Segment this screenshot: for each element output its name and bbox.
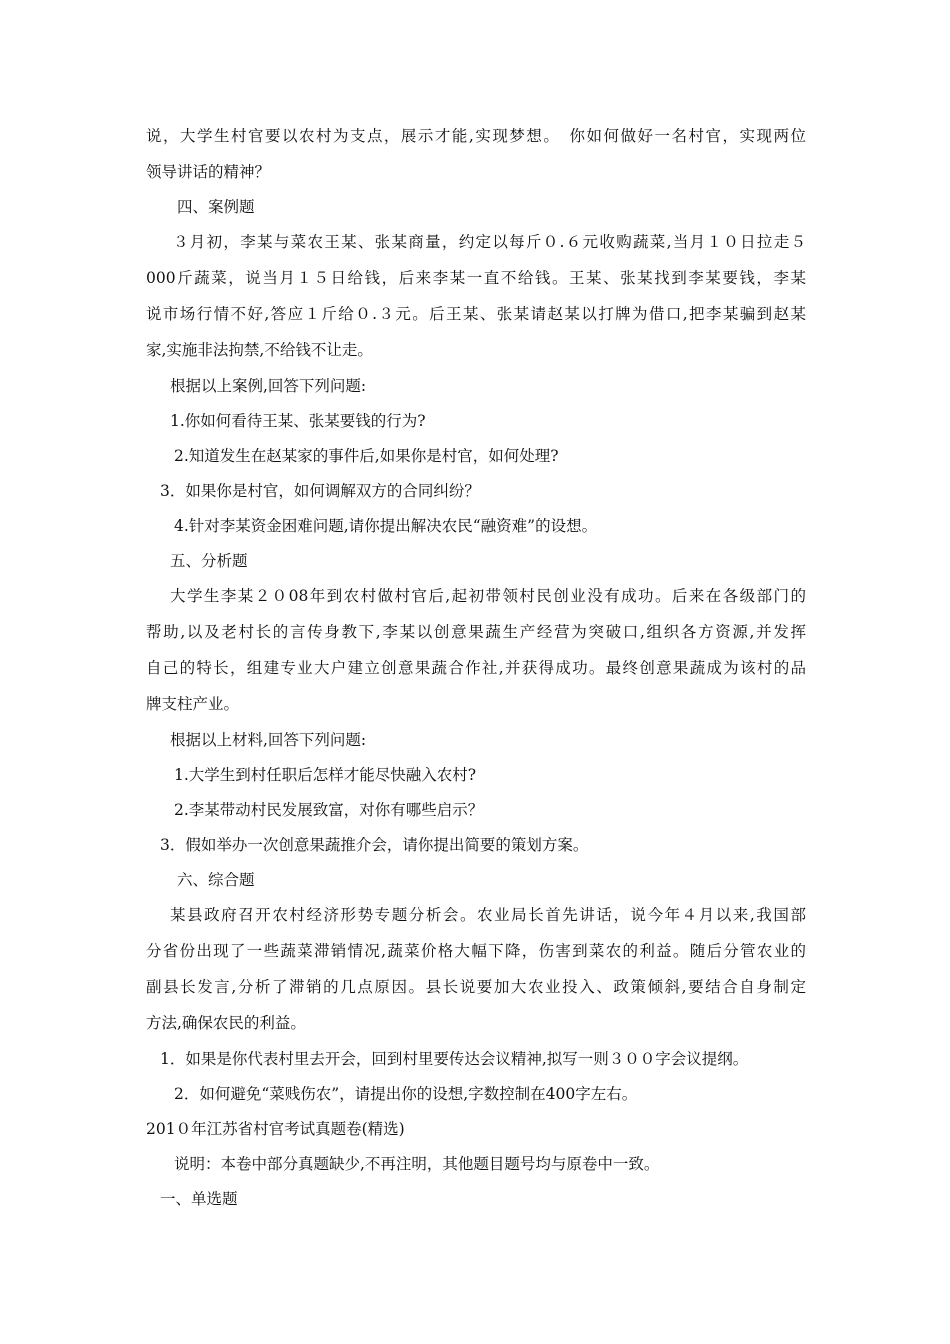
text-line: 根据以上案例,回答下列问题:	[170, 377, 367, 395]
text-line: 家,实施非法拘禁,不给钱不让走。	[146, 341, 373, 359]
text-line: 副县长发言,分析了滞销的几点原因。县长说要加大农业投入、政策倾斜,要结合自身制定	[146, 978, 806, 996]
section-heading: 四、案例题	[177, 198, 255, 216]
text-line: 大学生李某２０08年到农村做村官后,起初带领村民创业没有成功。后来在各级部门的	[170, 587, 806, 605]
question-item: 1.大学生到村任职后怎样才能尽快融入农村?	[174, 766, 477, 784]
section-heading: 一、单选题	[160, 1190, 238, 1208]
question-item: 2.李某带动村民发展致富，对你有哪些启示？	[174, 801, 484, 819]
text-line: 根据以上材料,回答下列问题:	[170, 731, 367, 749]
section-heading: 六、综合题	[177, 871, 255, 889]
text-line: ３月初，李某与菜农王某、张某商量，约定以每斤０.６元收购蔬菜,当月１０日拉走５	[173, 233, 806, 251]
question-item: 4.针对李某资金困难问题,请你提出解决农民“融资难”的设想。	[174, 517, 598, 535]
text-line: 000斤蔬菜，说当月１５日给钱，后来李某一直不给钱。王某、张某找到李某要钱，李某	[146, 269, 806, 287]
exam-title: 201０年江苏省村官考试真题卷(精选)	[146, 1120, 405, 1138]
question-item: 2.知道发生在赵某家的事件后,如果你是村官，如何处理?	[174, 447, 559, 465]
text-line: 分省份出现了一些蔬菜滞销情况,蔬菜价格大幅下降，伤害到菜农的利益。随后分管农业的	[146, 942, 806, 960]
question-item: 1.你如何看待王某、张某要钱的行为?	[170, 412, 426, 430]
text-line: 说，大学生村官要以农村为支点，展示才能,实现梦想。 你如何做好一名村官，实现两位	[146, 127, 806, 145]
question-item: 3．如果你是村官，如何调解双方的合同纠纷？	[160, 482, 480, 500]
text-line: 某县政府召开农村经济形势专题分析会。农业局长首先讲话，说今年４月以来,我国部	[170, 906, 806, 924]
text-line: 说明：本卷中部分真题缺少,不再注明，其他题目题号均与原卷中一致。	[174, 1155, 660, 1173]
question-item: 1．如果是你代表村里去开会，回到村里要传达会议精神,拟写一则３００字会议提纲。	[160, 1050, 749, 1068]
text-line: 领导讲话的精神？	[146, 163, 271, 181]
text-line: 方法,确保农民的利益。	[146, 1014, 306, 1032]
text-line: 说市场行情不好,答应１斤给０.３元。后王某、张某请赵某以打牌为借口,把李某骗到赵某	[146, 305, 806, 323]
text-line: 帮助,以及老村长的言传身教下,李某以创意果蔬生产经营为突破口,组织各方资源,并发挥	[146, 623, 806, 641]
question-item: 3．假如举办一次创意果蔬推介会，请你提出简要的策划方案。	[160, 836, 589, 854]
section-heading: 五、分析题	[170, 552, 248, 570]
text-line: 牌支柱产业。	[146, 695, 240, 713]
text-line: 自己的特长，组建专业大户建立创意果蔬合作社,并获得成功。最终创意果蔬成为该村的品	[146, 659, 806, 677]
question-item: 2．如何避免“菜贱伤农”，请提出你的设想,字数控制在400字左右。	[174, 1085, 638, 1103]
